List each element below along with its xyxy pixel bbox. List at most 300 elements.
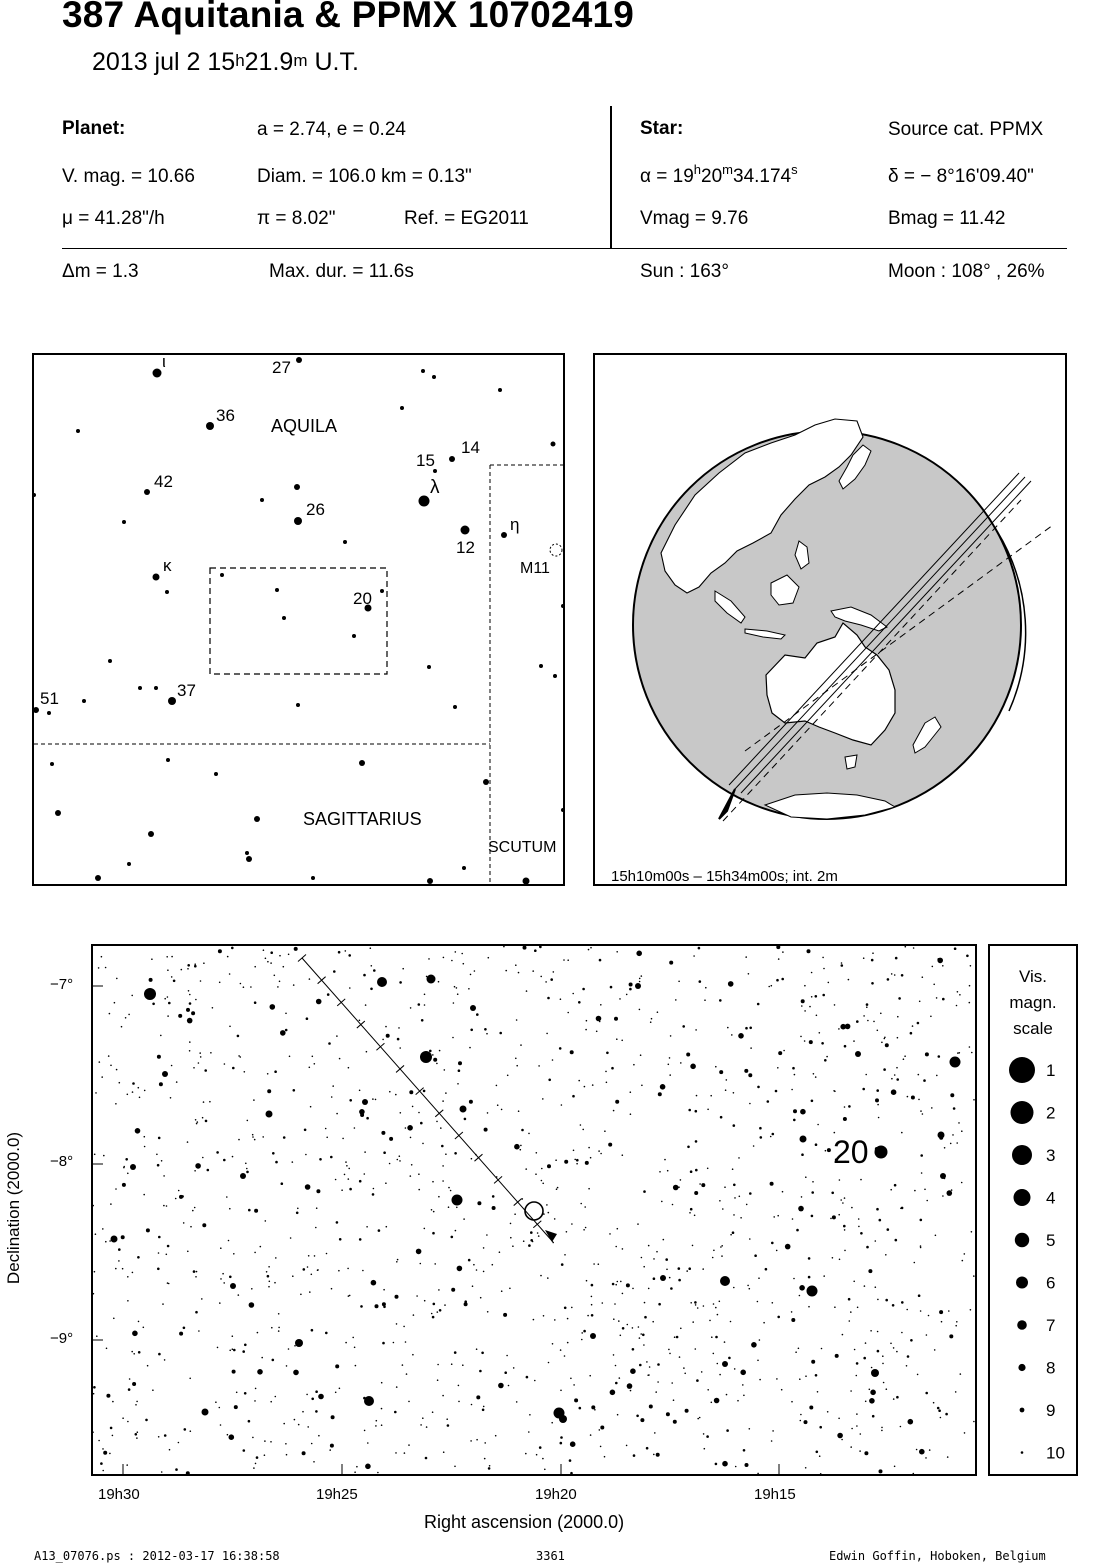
finder-star xyxy=(34,493,36,497)
faint-star xyxy=(528,1431,530,1433)
faint-star xyxy=(346,1165,348,1167)
bright-star xyxy=(230,1283,236,1289)
faint-star xyxy=(970,965,972,967)
faint-star xyxy=(919,1449,925,1455)
faint-star xyxy=(265,958,267,960)
faint-star xyxy=(438,1289,440,1291)
faint-star xyxy=(706,1435,709,1438)
faint-star xyxy=(533,1319,535,1321)
faint-star xyxy=(431,1313,433,1315)
faint-star xyxy=(885,1299,888,1302)
faint-star xyxy=(848,1105,851,1108)
star-field-svg xyxy=(93,946,975,1474)
faint-star xyxy=(393,1342,395,1344)
faint-star xyxy=(236,1392,238,1394)
faint-star xyxy=(189,1002,192,1005)
faint-star xyxy=(844,1250,846,1252)
x-axis-label: Right ascension (2000.0) xyxy=(424,1512,625,1532)
faint-star xyxy=(715,1463,718,1466)
faint-star xyxy=(429,1050,432,1053)
faint-star xyxy=(167,1245,170,1248)
faint-star xyxy=(799,1285,805,1291)
faint-star xyxy=(176,1081,178,1083)
finder-star xyxy=(380,589,384,593)
faint-star xyxy=(122,1268,124,1270)
faint-star xyxy=(659,1171,661,1173)
finder-svg xyxy=(34,355,563,884)
faint-star xyxy=(838,1418,840,1420)
faint-star xyxy=(275,1161,278,1164)
faint-star xyxy=(136,1437,138,1439)
faint-star xyxy=(966,955,969,958)
star-ra: $\alpha = 19^h20^m34.174^s$ xyxy=(640,162,798,187)
path-direction-arrow xyxy=(719,789,735,819)
faint-star xyxy=(961,1182,963,1184)
footer-author: Edwin Goffin, Hoboken, Belgium xyxy=(829,1549,1046,1563)
faint-star xyxy=(389,1163,391,1165)
faint-star xyxy=(724,1186,726,1188)
faint-star xyxy=(293,1089,296,1092)
faint-star xyxy=(410,1175,412,1177)
faint-star xyxy=(220,1247,222,1249)
faint-star xyxy=(936,1075,938,1077)
faint-star xyxy=(471,1404,473,1406)
faint-star xyxy=(804,1010,806,1012)
faint-star xyxy=(445,1153,447,1155)
faint-star xyxy=(296,1212,299,1215)
faint-star xyxy=(458,1061,462,1065)
faint-star xyxy=(131,1351,133,1353)
finder-star xyxy=(127,862,131,866)
faint-star xyxy=(546,1204,548,1206)
faint-star xyxy=(665,1258,668,1261)
faint-star xyxy=(137,1431,139,1433)
faint-star xyxy=(536,1454,538,1456)
faint-star xyxy=(232,1370,236,1374)
faint-star xyxy=(644,1302,646,1304)
faint-star xyxy=(268,1266,270,1268)
faint-star xyxy=(164,1359,166,1361)
faint-star xyxy=(715,1066,717,1068)
bright-star xyxy=(938,1132,945,1139)
faint-star xyxy=(749,1103,751,1105)
faint-star xyxy=(940,1417,942,1419)
faint-star xyxy=(189,1378,191,1380)
faint-star xyxy=(757,1360,759,1362)
faint-star xyxy=(145,1419,148,1422)
max-duration: Max. dur. = 11.6s xyxy=(269,261,414,282)
faint-star xyxy=(880,1013,882,1015)
faint-star xyxy=(105,1241,107,1243)
finder-star xyxy=(55,810,61,816)
faint-star xyxy=(260,1246,262,1248)
faint-star xyxy=(248,1420,251,1423)
faint-star xyxy=(832,1257,834,1259)
faint-star xyxy=(274,975,276,977)
faint-star xyxy=(819,1032,821,1034)
faint-star xyxy=(961,1130,963,1132)
footer-file: A13_07076.ps : 2012-03-17 16:38:58 xyxy=(34,1549,280,1563)
faint-star xyxy=(926,1334,928,1336)
faint-star xyxy=(903,1058,905,1060)
faint-star xyxy=(620,1281,622,1283)
faint-star xyxy=(175,1198,177,1200)
faint-star xyxy=(223,1282,225,1284)
faint-star xyxy=(408,1401,410,1403)
faint-star xyxy=(237,1035,240,1038)
faint-star xyxy=(93,1393,94,1395)
faint-star xyxy=(345,950,347,952)
faint-star xyxy=(317,1269,319,1271)
faint-star xyxy=(125,1158,128,1161)
finder-star xyxy=(296,357,302,363)
faint-star xyxy=(189,1050,191,1052)
faint-star xyxy=(969,1002,971,1004)
faint-star xyxy=(476,1439,478,1441)
faint-star xyxy=(143,1194,145,1196)
faint-star xyxy=(687,1146,690,1149)
faint-star xyxy=(746,1204,748,1206)
faint-star xyxy=(483,1271,485,1273)
faint-star xyxy=(831,1192,834,1195)
faint-star xyxy=(574,1398,578,1402)
faint-star xyxy=(719,999,722,1002)
faint-star xyxy=(776,1250,778,1252)
finder-star xyxy=(245,851,249,855)
faint-star xyxy=(202,1157,204,1159)
faint-star xyxy=(703,1433,705,1435)
faint-star xyxy=(560,1349,562,1351)
minute-unit: m xyxy=(293,51,308,70)
faint-star xyxy=(336,1113,338,1115)
faint-star xyxy=(632,1327,634,1329)
faint-star xyxy=(255,1388,257,1390)
faint-star xyxy=(559,1047,562,1050)
faint-star xyxy=(166,956,168,958)
faint-star xyxy=(285,1443,287,1445)
faint-star xyxy=(93,1386,96,1389)
faint-star xyxy=(619,998,621,1000)
faint-star xyxy=(641,975,643,977)
legend-title-1: Vis. xyxy=(1018,967,1048,986)
faint-star xyxy=(548,1362,550,1364)
faint-star xyxy=(713,1353,715,1355)
faint-star xyxy=(851,1428,853,1430)
faint-star xyxy=(169,1449,171,1451)
faint-star xyxy=(560,1442,563,1445)
faint-star xyxy=(564,1254,566,1256)
faint-star xyxy=(726,1429,729,1432)
faint-star xyxy=(660,1084,666,1090)
faint-star xyxy=(305,1154,307,1156)
faint-star xyxy=(649,1405,653,1409)
star-20 xyxy=(875,1146,888,1159)
faint-star xyxy=(424,1228,426,1230)
faint-star xyxy=(567,1318,569,1320)
faint-star xyxy=(116,1069,118,1071)
faint-star xyxy=(98,1440,100,1442)
faint-star xyxy=(432,1316,435,1319)
faint-star xyxy=(476,1348,478,1350)
globe-panel xyxy=(593,353,1067,886)
faint-star xyxy=(555,1159,557,1161)
label-36: 36 xyxy=(216,406,235,425)
faint-star xyxy=(798,1206,804,1212)
faint-star xyxy=(425,1457,428,1460)
faint-star xyxy=(158,1137,161,1140)
faint-star xyxy=(451,1236,454,1239)
faint-star xyxy=(373,969,376,972)
faint-star xyxy=(740,1217,742,1219)
faint-star xyxy=(146,1228,150,1232)
planet-orbit: a = 2.74, e = 0.24 xyxy=(257,119,406,140)
faint-star xyxy=(757,1003,760,1006)
faint-star xyxy=(570,1441,576,1447)
faint-star xyxy=(881,1427,883,1429)
faint-star xyxy=(917,1022,920,1025)
bright-star xyxy=(420,1051,432,1063)
faint-star xyxy=(499,1032,502,1035)
faint-star xyxy=(424,994,426,996)
faint-star xyxy=(400,1112,402,1114)
faint-star xyxy=(297,1208,299,1210)
faint-star xyxy=(680,1328,682,1330)
faint-star xyxy=(451,1288,455,1292)
faint-star xyxy=(170,1097,172,1099)
faint-star xyxy=(497,1104,499,1106)
star-dec: δ = − 8°16'09.40" xyxy=(888,166,1034,187)
faint-star xyxy=(876,1089,879,1092)
faint-star xyxy=(612,1283,615,1286)
faint-star xyxy=(160,1035,162,1037)
faint-star xyxy=(203,962,205,964)
info-divider xyxy=(610,106,612,248)
faint-star xyxy=(901,1207,904,1210)
faint-star xyxy=(807,949,811,953)
faint-star xyxy=(724,1341,726,1343)
faint-star xyxy=(717,1363,719,1365)
faint-star xyxy=(688,1109,691,1112)
faint-star xyxy=(463,1218,465,1220)
finder-star xyxy=(461,526,470,535)
faint-star xyxy=(695,1029,697,1031)
faint-star xyxy=(424,1004,426,1006)
faint-star xyxy=(813,1073,815,1075)
faint-star xyxy=(453,1002,455,1004)
faint-star xyxy=(283,1136,286,1139)
faint-star xyxy=(666,1412,670,1416)
faint-star xyxy=(476,1013,479,1016)
faint-star xyxy=(908,1419,914,1425)
moon-info: Moon : 108° , 26% xyxy=(888,261,1045,282)
bright-star xyxy=(800,1136,807,1143)
faint-star xyxy=(582,988,585,991)
faint-star xyxy=(338,1270,340,1272)
faint-star xyxy=(420,1424,422,1426)
faint-star xyxy=(866,1003,869,1006)
faint-star xyxy=(791,1318,795,1322)
faint-star xyxy=(572,1095,575,1098)
faint-star xyxy=(194,963,196,965)
faint-star xyxy=(834,1004,836,1006)
faint-star xyxy=(707,1168,709,1170)
faint-star xyxy=(910,1032,913,1035)
faint-star xyxy=(440,1127,442,1129)
faint-star xyxy=(541,1168,543,1170)
faint-star xyxy=(684,1373,686,1375)
faint-star xyxy=(471,1158,473,1160)
faint-star xyxy=(792,1067,795,1070)
faint-star xyxy=(163,1205,165,1207)
faint-star xyxy=(707,1389,709,1391)
faint-star xyxy=(386,1226,388,1228)
faint-star xyxy=(571,1223,573,1225)
faint-star xyxy=(881,1042,883,1044)
faint-star xyxy=(523,946,527,950)
faint-star xyxy=(482,1409,485,1412)
faint-star xyxy=(264,1454,266,1456)
faint-star xyxy=(223,1159,226,1162)
faint-star xyxy=(307,1266,309,1268)
faint-star xyxy=(156,1154,158,1156)
faint-star xyxy=(710,1095,712,1097)
faint-star xyxy=(653,1454,655,1456)
faint-star xyxy=(193,1270,196,1273)
faint-star xyxy=(642,1334,645,1337)
faint-star xyxy=(906,1365,908,1367)
faint-star xyxy=(270,1401,272,1403)
faint-star xyxy=(537,1232,539,1234)
faint-star xyxy=(330,1156,333,1159)
faint-star xyxy=(949,1334,953,1338)
faint-star xyxy=(763,1322,765,1324)
faint-star xyxy=(294,1345,296,1347)
faint-star xyxy=(857,1307,859,1309)
faint-star xyxy=(682,1025,685,1028)
faint-star xyxy=(149,978,153,982)
bright-star xyxy=(202,1409,209,1416)
faint-star xyxy=(477,1201,481,1205)
faint-star xyxy=(891,973,893,975)
faint-star xyxy=(637,1223,639,1225)
faint-star xyxy=(693,955,695,957)
tasmania xyxy=(845,755,857,769)
faint-star xyxy=(893,1398,895,1400)
faint-star xyxy=(594,1409,596,1411)
faint-star xyxy=(181,969,183,971)
faint-star xyxy=(896,1351,898,1353)
faint-star xyxy=(454,986,456,988)
faint-star xyxy=(469,1047,471,1049)
faint-star xyxy=(305,1184,311,1190)
track-arrow xyxy=(545,1230,557,1242)
faint-star xyxy=(815,1076,817,1078)
faint-star xyxy=(578,1080,580,1082)
faint-star xyxy=(253,1467,255,1469)
faint-star xyxy=(418,1173,420,1175)
faint-star xyxy=(591,1296,593,1298)
faint-star xyxy=(548,1079,551,1082)
xtick-label-1930: 19h30 xyxy=(98,1486,140,1503)
faint-star xyxy=(349,1188,352,1191)
faint-star xyxy=(933,984,935,986)
faint-star xyxy=(118,1248,121,1251)
faint-star xyxy=(953,1107,956,1110)
faint-star xyxy=(455,951,457,953)
faint-star xyxy=(851,1207,853,1209)
faint-star xyxy=(238,1055,240,1057)
faint-star xyxy=(413,1314,415,1316)
faint-star xyxy=(354,1471,356,1473)
faint-star xyxy=(442,1100,444,1102)
faint-star xyxy=(737,1400,739,1402)
faint-star xyxy=(115,1103,117,1105)
faint-star xyxy=(742,1384,744,1386)
faint-star xyxy=(476,1269,478,1271)
legend-dot-7 xyxy=(1017,1320,1027,1330)
faint-star xyxy=(703,1305,705,1307)
faint-star xyxy=(896,1067,898,1069)
faint-star xyxy=(399,1160,401,1162)
faint-star xyxy=(404,1452,406,1454)
faint-star xyxy=(772,1133,775,1136)
faint-star xyxy=(402,1364,404,1366)
faint-star xyxy=(817,1124,819,1126)
faint-star xyxy=(744,1069,748,1073)
faint-star xyxy=(161,1160,163,1162)
faint-star xyxy=(776,1378,778,1380)
finder-star xyxy=(498,388,502,392)
faint-star xyxy=(167,1015,169,1017)
faint-star xyxy=(669,1353,671,1355)
star-source: Source cat. PPMX xyxy=(888,119,1044,140)
legend-label-6: 6 xyxy=(1046,1273,1056,1293)
faint-star xyxy=(666,1269,668,1271)
finder-star xyxy=(82,699,86,703)
faint-star xyxy=(816,1015,818,1017)
faint-star xyxy=(377,1472,379,1474)
faint-star xyxy=(671,1382,673,1384)
faint-star xyxy=(232,1348,234,1350)
faint-star xyxy=(395,1094,397,1096)
faint-star xyxy=(526,1376,529,1379)
faint-star xyxy=(929,1449,931,1451)
faint-star xyxy=(622,1327,625,1330)
faint-star xyxy=(254,1139,256,1141)
faint-star xyxy=(360,1113,364,1117)
faint-star xyxy=(294,947,298,951)
faint-star xyxy=(190,1430,192,1432)
faint-star xyxy=(636,1415,639,1418)
faint-star xyxy=(617,1414,619,1416)
faint-star xyxy=(535,1173,537,1175)
faint-star xyxy=(879,1219,882,1222)
faint-star xyxy=(302,1411,304,1413)
xtick-label-1915: 19h15 xyxy=(754,1486,796,1503)
faint-star xyxy=(639,1364,642,1367)
faint-star xyxy=(721,1255,723,1257)
legend-title-2: magn. xyxy=(1009,993,1057,1012)
faint-star xyxy=(722,1461,728,1467)
faint-star xyxy=(128,1014,130,1016)
faint-star xyxy=(119,1082,121,1084)
label-kappa: κ xyxy=(163,556,172,575)
faint-star xyxy=(921,1172,923,1174)
faint-star xyxy=(454,1466,456,1468)
faint-star xyxy=(186,1471,190,1474)
faint-star xyxy=(257,1332,259,1334)
faint-star xyxy=(113,1318,115,1320)
